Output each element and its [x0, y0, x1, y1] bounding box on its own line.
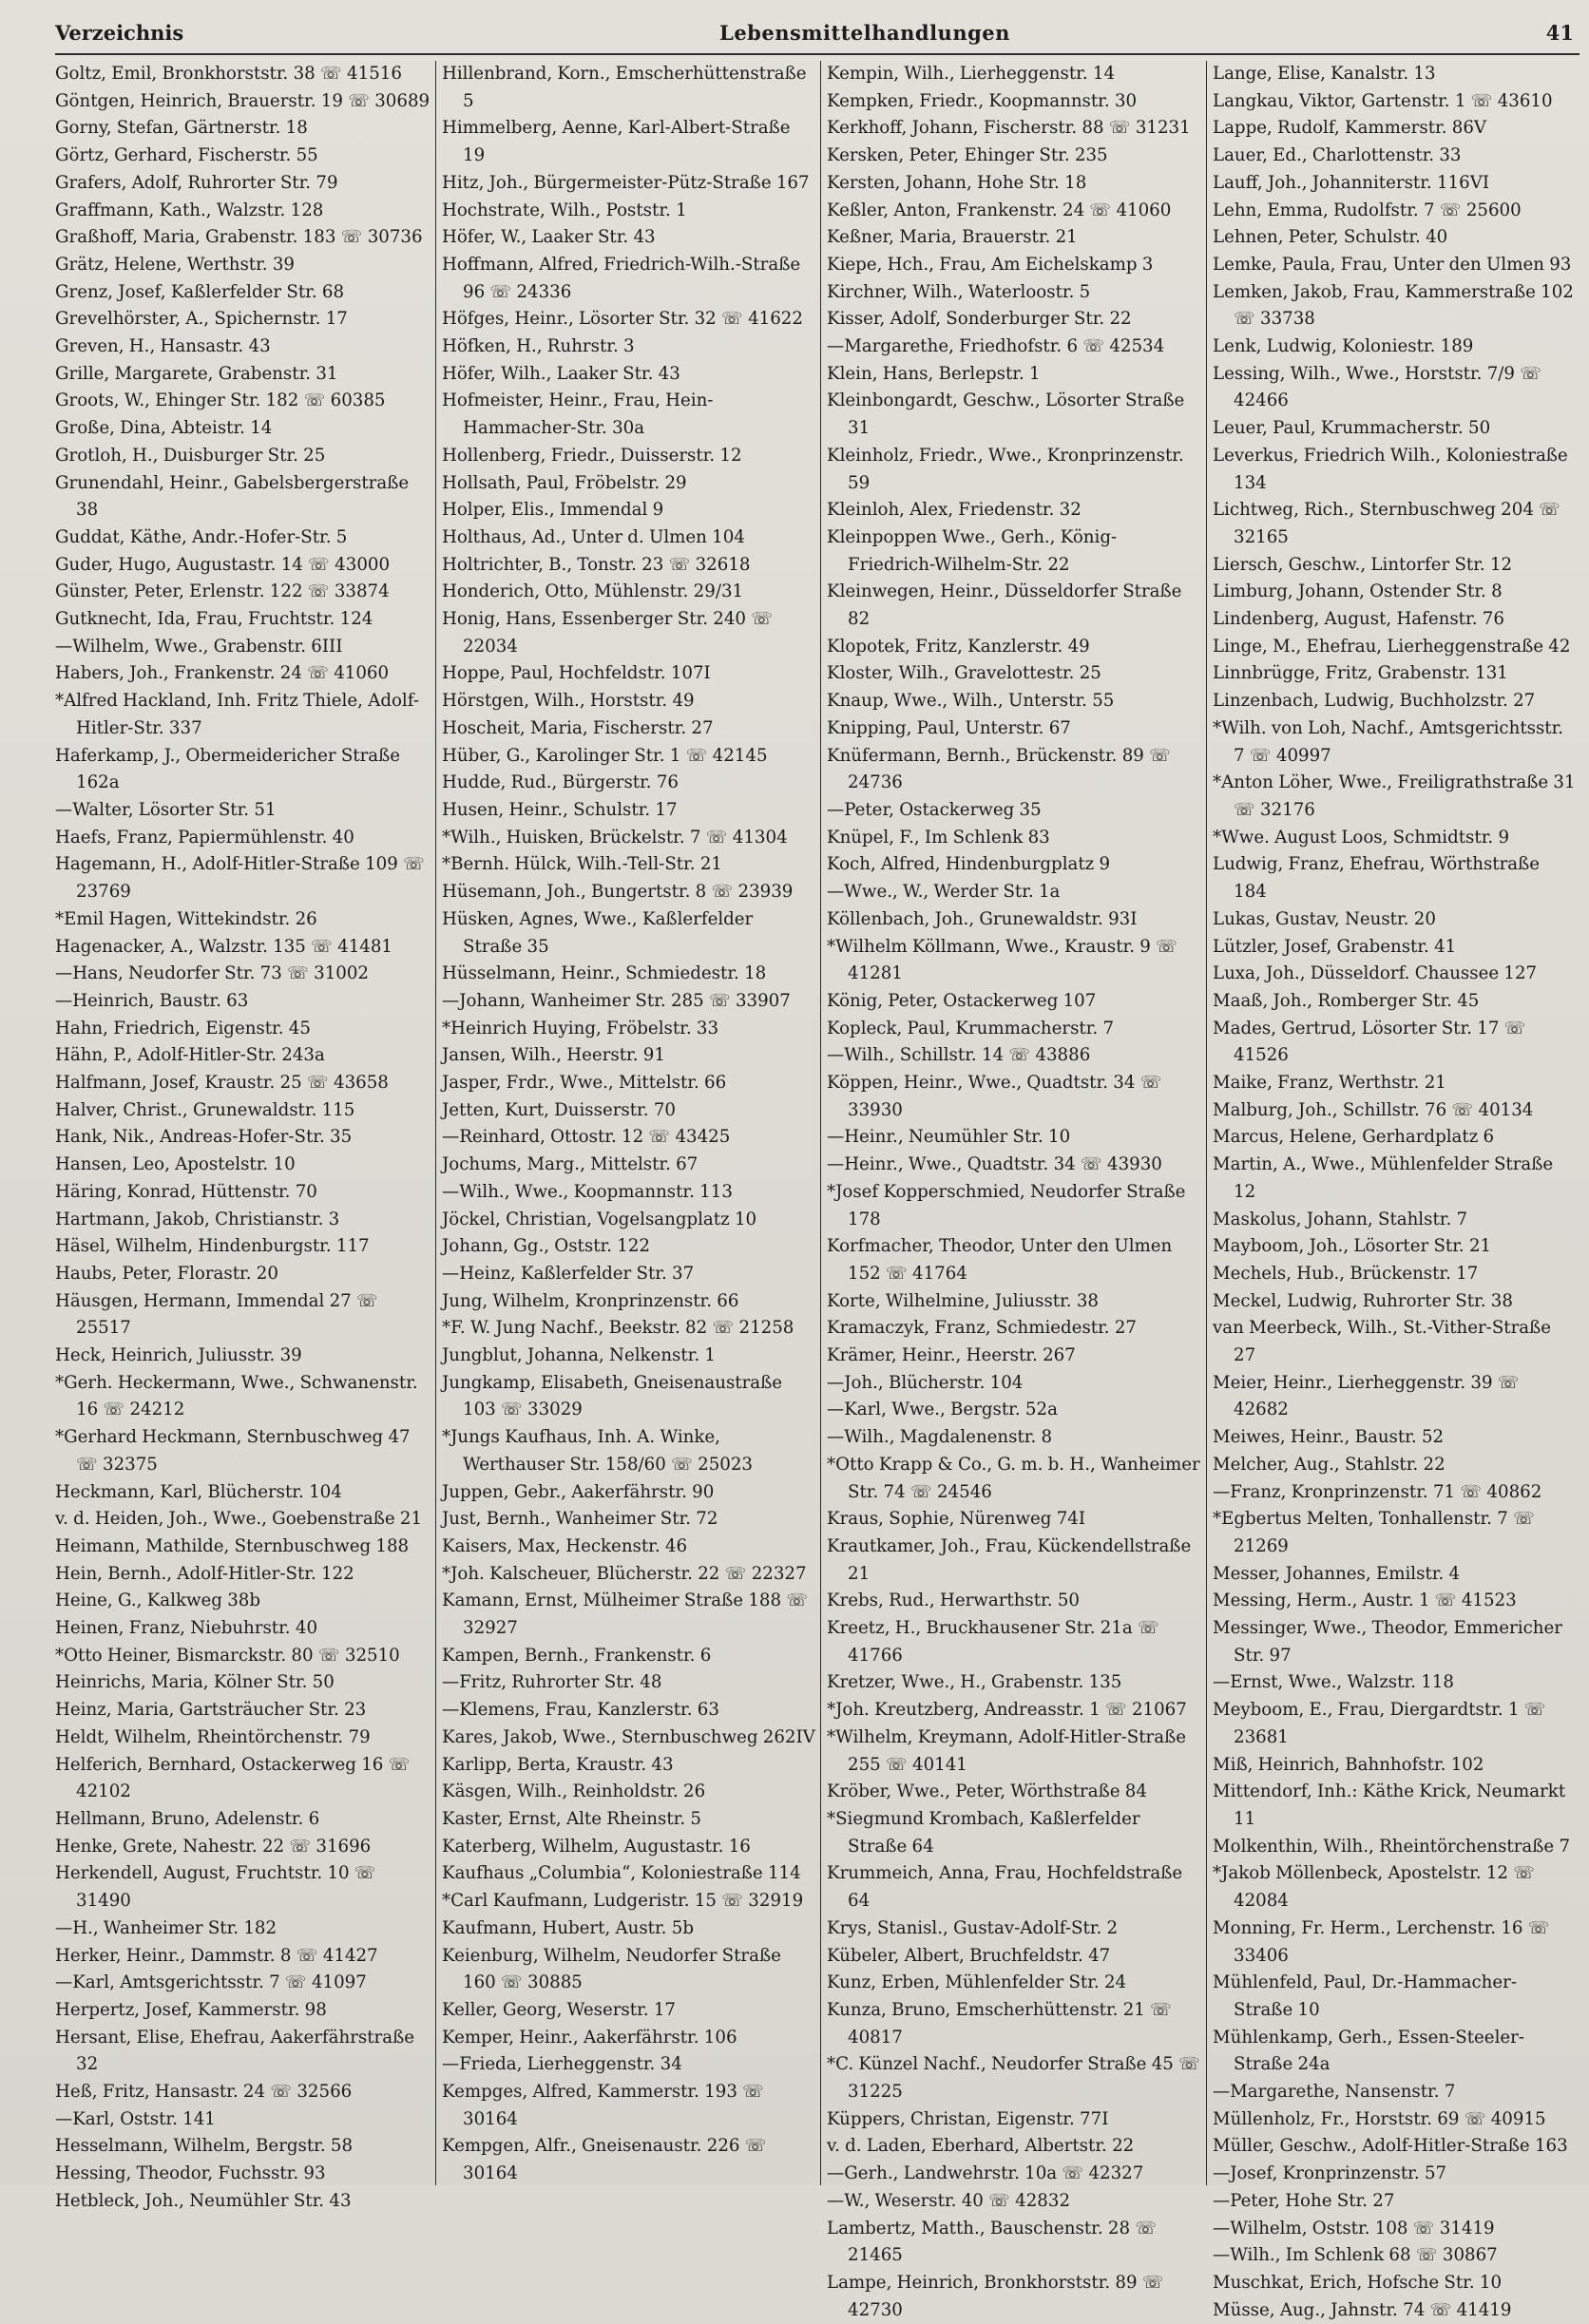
directory-entry: Lauff, Joh., Johanniterstr. 116VI	[1213, 172, 1490, 193]
directory-entry: Kisser, Adolf, Sonderburger Str. 22	[827, 309, 1132, 330]
directory-entry: Lenk, Ludwig, Koloniestr. 189	[1213, 336, 1474, 357]
directory-entry: *Bernh. Hülck, Wilh.-Tell-Str. 21	[442, 854, 722, 875]
directory-entry: —Wilh., Schillstr. 14 ☏ 43886	[827, 1045, 1091, 1066]
directory-entry: —Joh., Blücherstr. 104	[827, 1372, 1024, 1393]
directory-entry: Guddat, Käthe, Andr.-Hofer-Str. 5	[55, 526, 348, 547]
directory-entry: Linzenbach, Ludwig, Buchholzstr. 27	[1213, 691, 1536, 712]
directory-entry: Herker, Heinr., Dammstr. 8 ☏ 41427	[55, 1945, 378, 1966]
directory-entry: Ludwig, Franz, Ehefrau, Wörthstraße 184	[1213, 854, 1541, 903]
directory-entry: Monning, Fr. Herm., Lerchenstr. 16 ☏ 33406	[1213, 1917, 1550, 1966]
directory-entry: Martin, A., Wwe., Mühlenfelder Straße 12	[1213, 1154, 1554, 1202]
directory-entry: Hähn, P., Adolf-Hitler-Str. 243a	[55, 1045, 325, 1066]
directory-entry: Kampen, Bernh., Frankenstr. 6	[442, 1645, 712, 1666]
directory-entry: *Siegmund Krombach, Kaßlerfelder Straße 64	[827, 1809, 1140, 1857]
directory-entry: *Joh. Kalscheuer, Blücherstr. 22 ☏ 22327	[442, 1563, 807, 1584]
directory-entry: —Peter, Hohe Str. 27	[1213, 2190, 1395, 2211]
directory-entry: v. d. Heiden, Joh., Wwe., Goebenstraße 21	[55, 1509, 423, 1530]
directory-entry: Kleinholz, Friedr., Wwe., Kronprinzenstr. 59	[827, 445, 1184, 493]
directory-entry: Höfer, Wilh., Laaker Str. 43	[442, 363, 680, 384]
directory-entry: —Frieda, Lierheggenstr. 34	[442, 2054, 682, 2075]
directory-entry: Lemken, Jakob, Frau, Kammerstraße 102 ☏ 33738	[1213, 281, 1574, 330]
directory-entry: *Anton Löher, Wwe., Freiligrathstraße 31 ☏ 32176	[1213, 772, 1576, 820]
directory-entry: Hetbleck, Joh., Neumühler Str. 43	[55, 2190, 352, 2211]
directory-entry: Kaufmann, Hubert, Austr. 5b	[442, 1917, 694, 1938]
directory-entry: Kleinbongardt, Geschw., Lösorter Straße 31	[827, 391, 1185, 439]
directory-entry: *C. Künzel Nachf., Neudorfer Straße 45 ☏ 31225	[827, 2054, 1200, 2103]
directory-entry: Kempges, Alfred, Kammerstr. 193 ☏ 30164	[442, 2082, 764, 2129]
directory-entry: Mittendorf, Inh.: Käthe Krick, Neumarkt 11	[1213, 1781, 1566, 1829]
directory-entry: Küppers, Christan, Eigenstr. 77I	[827, 2108, 1109, 2129]
page-title: Lebensmittelhandlungen	[719, 21, 1010, 45]
directory-entry: Krämer, Heinr., Heerstr. 267	[827, 1345, 1076, 1366]
directory-entry: Heß, Fritz, Hansastr. 24 ☏ 32566	[55, 2082, 353, 2103]
directory-entry: Hesselmann, Wilhelm, Bergstr. 58	[55, 2136, 354, 2157]
directory-entry: *Wilh., Huisken, Brückelstr. 7 ☏ 41304	[442, 827, 788, 848]
page-number: 41	[1545, 21, 1574, 45]
directory-entry: Kröber, Wwe., Peter, Wörthstraße 84	[827, 1781, 1147, 1802]
directory-entry: Henke, Grete, Nahestr. 22 ☏ 31696	[55, 1836, 372, 1857]
directory-entry: —Wilh., Magdalenenstr. 8	[827, 1427, 1053, 1448]
directory-entry: Jung, Wilhelm, Kronprinzenstr. 66	[442, 1290, 739, 1311]
directory-entry: Luxa, Joh., Düsseldorf. Chaussee 127	[1213, 963, 1538, 984]
directory-entry: Mayboom, Joh., Lösorter Str. 21	[1213, 1236, 1492, 1257]
directory-entry: v. d. Laden, Eberhard, Albertstr. 22	[827, 2136, 1135, 2157]
directory-entry: Hoscheit, Maria, Fischerstr. 27	[442, 717, 714, 738]
directory-entry: Müller, Geschw., Adolf-Hitler-Straße 163	[1213, 2136, 1568, 2157]
directory-entry: Kleinloh, Alex, Friedenstr. 32	[827, 500, 1082, 521]
directory-entry: Kunza, Bruno, Emscherhüttenstr. 21 ☏ 40817	[827, 1999, 1172, 2048]
directory-entry: —Wilh., Im Schlenk 68 ☏ 30867	[1213, 2245, 1498, 2266]
directory-entry: Karlipp, Berta, Kraustr. 43	[442, 1754, 674, 1775]
directory-entry: Kleinpoppen Wwe., Gerh., König-Friedrich-Wilhelm-Str. 22	[827, 526, 1118, 575]
directory-entry: Linnbrügge, Fritz, Grabenstr. 131	[1213, 663, 1508, 684]
directory-entry: Goltz, Emil, Bronkhorststr. 38 ☏ 41516	[55, 64, 402, 84]
directory-entry: Haubs, Peter, Florastr. 20	[55, 1263, 278, 1284]
directory-entry: Hochstrate, Wilh., Poststr. 1	[442, 200, 687, 220]
directory-entry: Jungkamp, Elisabeth, Gneisenaustraße 103 ☏ 33029	[442, 1372, 783, 1420]
directory-entry: Lindenberg, August, Hafenstr. 76	[1213, 609, 1504, 630]
directory-entry: Klein, Hans, Berlepstr. 1	[827, 363, 1041, 384]
directory-entry: Lampe, Heinrich, Bronkhorststr. 89 ☏ 42730	[827, 2272, 1164, 2320]
directory-entry: Messer, Johannes, Emilstr. 4	[1213, 1563, 1461, 1584]
directory-entry: Keller, Georg, Weserstr. 17	[442, 1999, 676, 2020]
directory-entry: *Gerh. Heckermann, Wwe., Schwanenstr. 16 ☏ 24212	[55, 1372, 418, 1420]
directory-entry: Haefs, Franz, Papiermühlenstr. 40	[55, 827, 354, 848]
directory-entry: Messinger, Wwe., Theodor, Emmericher Str. 97	[1213, 1618, 1562, 1666]
directory-entry: Juppen, Gebr., Aakerfährstr. 90	[442, 1481, 715, 1502]
directory-entry: Lambertz, Matth., Bauschenstr. 28 ☏ 21465	[827, 2218, 1158, 2266]
directory-entry: *Joh. Kreutzberg, Andreasstr. 1 ☏ 21067	[827, 1700, 1187, 1721]
directory-entry: —Klemens, Frau, Kanzlerstr. 63	[442, 1700, 719, 1721]
directory-entry: *Wilhelm, Kreymann, Adolf-Hitler-Straße 255 ☏ 40141	[827, 1726, 1186, 1775]
directory-entry: —H., Wanheimer Str. 182	[55, 1917, 278, 1938]
directory-entry: Knaup, Wwe., Wilh., Unterstr. 55	[827, 691, 1115, 712]
directory-entry: Lehnen, Peter, Schulstr. 40	[1213, 227, 1448, 248]
directory-entry: Kretzer, Wwe., H., Grabenstr. 135	[827, 1672, 1122, 1693]
directory-entry: Maskolus, Johann, Stahlstr. 7	[1213, 1209, 1468, 1229]
directory-entry: Müsse, Aug., Jahnstr. 74 ☏ 41419	[1213, 2299, 1512, 2320]
section-label: Verzeichnis	[55, 21, 184, 45]
directory-entry: Gorny, Stefan, Gärtnerstr. 18	[55, 118, 308, 139]
directory-entry: Hitz, Joh., Bürgermeister-Pütz-Straße 167	[442, 172, 810, 193]
directory-entry: Kopleck, Paul, Krummacherstr. 7	[827, 1018, 1115, 1038]
directory-entry: Heinen, Franz, Niebuhrstr. 40	[55, 1618, 318, 1639]
directory-entry: Grevelhörster, A., Spichernstr. 17	[55, 309, 348, 330]
directory-entry: Kreetz, H., Bruckhausener Str. 21a ☏ 41766	[827, 1618, 1159, 1666]
directory-entry: Messing, Herm., Austr. 1 ☏ 41523	[1213, 1591, 1517, 1611]
directory-entry: Hessing, Theodor, Fuchsstr. 93	[55, 2163, 326, 2184]
directory-entry: —Wilh., Wwe., Koopmannstr. 113	[442, 1181, 733, 1202]
directory-columns	[55, 61, 1579, 2320]
directory-entry: Meckel, Ludwig, Ruhrorter Str. 38	[1213, 1290, 1513, 1311]
directory-entry: Hartmann, Jakob, Christianstr. 3	[55, 1209, 340, 1229]
directory-entry: *Wilh. von Loh, Nachf., Amtsgerichtsstr. 7 ☏ 40997	[1213, 717, 1564, 766]
directory-entry: Hagenacker, A., Walzstr. 135 ☏ 41481	[55, 936, 393, 957]
directory-entry: Lützler, Josef, Grabenstr. 41	[1213, 936, 1457, 957]
directory-entry: Koch, Alfred, Hindenburgplatz 9	[827, 854, 1111, 875]
directory-entry: Grunendahl, Heinr., Gabelsbergerstraße 38	[55, 472, 410, 521]
page-header	[55, 21, 1579, 55]
directory-entry: Lemke, Paula, Frau, Unter den Ulmen 93	[1213, 254, 1572, 275]
directory-entry: —Heinr., Wwe., Quadtstr. 34 ☏ 43930	[827, 1154, 1162, 1175]
directory-entry: —Johann, Wanheimer Str. 285 ☏ 33907	[442, 990, 791, 1011]
directory-entry: Leverkus, Friedrich Wilh., Koloniestraße 134	[1213, 445, 1568, 493]
directory-entry: Hoppe, Paul, Hochfeldstr. 107I	[442, 663, 711, 684]
directory-entry: *F. W. Jung Nachf., Beekstr. 82 ☏ 21258	[442, 1318, 794, 1339]
directory-entry: Hillenbrand, Korn., Emscherhüttenstraße 5	[442, 64, 807, 111]
directory-entry: Hörstgen, Wilh., Horststr. 49	[442, 691, 695, 712]
directory-entry: Graffmann, Kath., Walzstr. 128	[55, 200, 324, 220]
directory-entry: Kares, Jakob, Wwe., Sternbuschweg 262IV	[442, 1726, 815, 1747]
directory-entry: Häusgen, Hermann, Immendal 27 ☏ 25517	[55, 1290, 378, 1339]
directory-entry: Kramaczyk, Franz, Schmiedestr. 27	[827, 1318, 1137, 1339]
directory-entry: Hein, Bernh., Adolf-Hitler-Str. 122	[55, 1563, 354, 1584]
directory-entry: Keßler, Anton, Frankenstr. 24 ☏ 41060	[827, 200, 1172, 220]
directory-entry: Holtrichter, B., Tonstr. 23 ☏ 32618	[442, 554, 751, 575]
directory-entry: Lessing, Wilh., Wwe., Horststr. 7/9 ☏ 42466	[1213, 363, 1542, 411]
directory-entry: Herkendell, August, Fruchtstr. 10 ☏ 31490	[55, 1863, 376, 1912]
directory-entry: Krebs, Rud., Herwarthstr. 50	[827, 1591, 1080, 1611]
directory-entry: van Meerbeck, Wilh., St.-Vither-Straße 27	[1213, 1318, 1552, 1366]
directory-entry: Marcus, Helene, Gerhardplatz 6	[1213, 1127, 1495, 1148]
directory-entry: Große, Dina, Abteistr. 14	[55, 418, 273, 439]
directory-entry: Höfges, Heinr., Lösorter Str. 32 ☏ 41622	[442, 309, 803, 330]
directory-entry: Köppen, Heinr., Wwe., Quadtstr. 34 ☏ 33930	[827, 1073, 1162, 1120]
directory-entry: —Heinrich, Baustr. 63	[55, 990, 249, 1011]
directory-entry: Heine, G., Kalkweg 38b	[55, 1591, 261, 1611]
directory-entry: *Gerhard Heckmann, Sternbuschweg 47 ☏ 32375	[55, 1427, 411, 1475]
directory-entry: Kamann, Ernst, Mülheimer Straße 188 ☏ 32927	[442, 1591, 809, 1639]
directory-entry: Kaster, Ernst, Alte Rheinstr. 5	[442, 1809, 701, 1829]
directory-entry: Greven, H., Hansastr. 43	[55, 336, 271, 357]
directory-entry: Hansen, Leo, Apostelstr. 10	[55, 1154, 296, 1175]
directory-entry: —Wwe., W., Werder Str. 1a	[827, 882, 1061, 903]
directory-entry: Hüsken, Agnes, Wwe., Kaßlerfelder Straße 35	[442, 908, 754, 957]
directory-entry: Holthaus, Ad., Unter d. Ulmen 104	[442, 526, 745, 547]
directory-entry: —Gerh., Landwehrstr. 10a ☏ 42327	[827, 2163, 1144, 2184]
directory-entry: Heimann, Mathilde, Sternbuschweg 188	[55, 1535, 410, 1556]
directory-entry: Lauer, Ed., Charlottenstr. 33	[1213, 145, 1462, 166]
directory-entry: Hollsath, Paul, Fröbelstr. 29	[442, 472, 687, 493]
directory-entry: Kaufhaus „Columbia“, Koloniestraße 114	[442, 1863, 801, 1884]
directory-entry: Heinrichs, Maria, Kölner Str. 50	[55, 1672, 335, 1693]
directory-entry: Grille, Margarete, Grabenstr. 31	[55, 363, 338, 384]
directory-entry: Kersten, Johann, Hohe Str. 18	[827, 172, 1087, 193]
directory-entry: Honig, Hans, Essenberger Str. 240 ☏ 22034	[442, 609, 774, 657]
directory-entry: *Carl Kaufmann, Ludgeristr. 15 ☏ 32919	[442, 1891, 804, 1912]
directory-entry: Lukas, Gustav, Neustr. 20	[1213, 908, 1436, 929]
directory-entry: Hüsemann, Joh., Bungertstr. 8 ☏ 23939	[442, 882, 794, 903]
directory-entry: *Jungs Kaufhaus, Inh. A. Winke, Werthauser Str. 158/60 ☏ 25023	[442, 1427, 753, 1475]
directory-entry: Krautkamer, Joh., Frau, Kückendellstraße 21	[827, 1535, 1192, 1584]
directory-entry: Lappe, Rudolf, Kammerstr. 86V	[1213, 118, 1487, 139]
directory-entry: Höfken, H., Ruhrstr. 3	[442, 336, 635, 357]
directory-entry: Lange, Elise, Kanalstr. 13	[1213, 64, 1436, 84]
directory-entry: Krys, Stanisl., Gustav-Adolf-Str. 2	[827, 1917, 1119, 1938]
directory-entry: *Wilhelm Köllmann, Wwe., Kraustr. 9 ☏ 41281	[827, 936, 1177, 984]
directory-entry: Kunz, Erben, Mühlenfelder Str. 24	[827, 1972, 1127, 1993]
directory-entry: Hollenberg, Friedr., Duisserstr. 12	[442, 445, 742, 466]
directory-entry: *Egbertus Melten, Tonhallenstr. 7 ☏ 21269	[1213, 1509, 1535, 1556]
directory-entry: Meyboom, E., Frau, Diergardtstr. 1 ☏ 23681	[1213, 1700, 1546, 1747]
directory-entry: Graßhoff, Maria, Grabenstr. 183 ☏ 30736	[55, 227, 423, 248]
directory-entry: Husen, Heinr., Schulstr. 17	[442, 799, 678, 820]
directory-entry: Jetten, Kurt, Duisserstr. 70	[442, 1099, 676, 1120]
directory-entry: Mechels, Hub., Brückenstr. 17	[1213, 1263, 1479, 1284]
directory-entry: Molkenthin, Wilh., Rheintörchenstraße 7	[1213, 1836, 1571, 1857]
directory-entry: Honderich, Otto, Mühlenstr. 29/31	[442, 581, 744, 602]
directory-entry: Kersken, Peter, Ehinger Str. 235	[827, 145, 1108, 166]
directory-entry: Miß, Heinrich, Bahnhofstr. 102	[1213, 1754, 1484, 1775]
directory-entry: Heck, Heinrich, Juliusstr. 39	[55, 1345, 302, 1366]
directory-column-2	[435, 61, 820, 2185]
directory-entry: —Walter, Lösorter Str. 51	[55, 799, 277, 820]
directory-entry: *Otto Krapp & Co., G. m. b. H., Wanheimer Str. 74 ☏ 24546	[827, 1454, 1200, 1502]
directory-entry: Kleinwegen, Heinr., Düsseldorfer Straße 82	[827, 581, 1182, 630]
directory-entry: Herpertz, Josef, Kammerstr. 98	[55, 1999, 327, 2020]
directory-entry: Kiepe, Hch., Frau, Am Eichelskamp 3	[827, 254, 1154, 275]
directory-entry: Jochums, Marg., Mittelstr. 67	[442, 1154, 699, 1175]
directory-entry: *Jakob Möllenbeck, Apostelstr. 12 ☏ 42084	[1213, 1863, 1535, 1912]
directory-entry: Haferkamp, J., Obermeidericher Straße 162a	[55, 745, 401, 793]
directory-entry: Hofmeister, Heinr., Frau, Hein-Hammacher-Str. 30a	[442, 391, 714, 439]
directory-entry: Meiwes, Heinr., Baustr. 52	[1213, 1427, 1445, 1448]
directory-entry: Linge, M., Ehefrau, Lierheggenstraße 42	[1213, 636, 1571, 657]
directory-entry: —Margarethe, Friedhofstr. 6 ☏ 42534	[827, 336, 1165, 357]
directory-entry: Hoffmann, Alfred, Friedrich-Wilh.-Straße 96 ☏ 24336	[442, 254, 801, 302]
directory-entry: Grenz, Josef, Kaßlerfelder Str. 68	[55, 281, 345, 302]
directory-entry: Melcher, Aug., Stahlstr. 22	[1213, 1454, 1445, 1475]
directory-entry: Habers, Joh., Frankenstr. 24 ☏ 41060	[55, 663, 390, 684]
directory-entry: Käsgen, Wilh., Reinholdstr. 26	[442, 1781, 706, 1802]
directory-entry: Holper, Elis., Immendal 9	[442, 500, 664, 521]
directory-entry: *Heinrich Huying, Fröbelstr. 33	[442, 1018, 719, 1038]
directory-entry: Malburg, Joh., Schillstr. 76 ☏ 40134	[1213, 1099, 1534, 1120]
directory-entry: *Emil Hagen, Wittekindstr. 26	[55, 908, 317, 929]
directory-entry: Jöckel, Christian, Vogelsangplatz 10	[442, 1209, 757, 1229]
directory-entry: Kübeler, Albert, Bruchfeldstr. 47	[827, 1945, 1111, 1966]
directory-entry: Heckmann, Karl, Blücherstr. 104	[55, 1481, 342, 1502]
directory-entry: Jungblut, Johanna, Nelkenstr. 1	[442, 1345, 716, 1366]
directory-entry: Häsel, Wilhelm, Hindenburgstr. 117	[55, 1236, 370, 1257]
directory-entry: Jasper, Frdr., Wwe., Mittelstr. 66	[442, 1073, 727, 1094]
directory-entry: Mades, Gertrud, Lösorter Str. 17 ☏ 41526	[1213, 1018, 1526, 1066]
directory-entry: Halfmann, Josef, Kraustr. 25 ☏ 43658	[55, 1073, 389, 1094]
directory-entry: Grafers, Adolf, Ruhrorter Str. 79	[55, 172, 338, 193]
directory-entry: —Heinr., Neumühler Str. 10	[827, 1127, 1071, 1148]
directory-entry: Klopotek, Fritz, Kanzlerstr. 49	[827, 636, 1090, 657]
directory-entry: Hüber, G., Karolinger Str. 1 ☏ 42145	[442, 745, 768, 766]
directory-entry: —Wilhelm, Wwe., Grabenstr. 6III	[55, 636, 343, 657]
directory-entry: Hank, Nik., Andreas-Hofer-Str. 35	[55, 1127, 353, 1148]
directory-entry: Kempken, Friedr., Koopmannstr. 30	[827, 90, 1138, 111]
directory-entry: Himmelberg, Aenne, Karl-Albert-Straße 19	[442, 118, 791, 166]
directory-entry: Gutknecht, Ida, Frau, Fruchtstr. 124	[55, 609, 373, 630]
directory-entry: Kempin, Wilh., Lierheggenstr. 14	[827, 64, 1116, 84]
directory-column-4	[1206, 61, 1579, 2320]
directory-entry: Kerkhoff, Johann, Fischerstr. 88 ☏ 31231	[827, 118, 1191, 139]
directory-entry: Hagemann, H., Adolf-Hitler-Straße 109 ☏ 23769	[55, 854, 425, 903]
directory-entry: Kemper, Heinr., Aakerfährstr. 106	[442, 2027, 737, 2048]
directory-entry: Günster, Peter, Erlenstr. 122 ☏ 33874	[55, 581, 390, 602]
directory-entry: Mühlenfeld, Paul, Dr.-Hammacher-Straße 10	[1213, 1972, 1517, 2020]
directory-entry: Görtz, Gerhard, Fischerstr. 55	[55, 145, 318, 166]
directory-entry: *Wwe. August Loos, Schmidtstr. 9	[1213, 827, 1510, 848]
directory-entry: Maaß, Joh., Romberger Str. 45	[1213, 990, 1480, 1011]
directory-entry: Hudde, Rud., Bürgerstr. 76	[442, 772, 679, 793]
directory-entry: Muschkat, Erich, Hofsche Str. 10	[1213, 2272, 1503, 2293]
directory-entry: Leuer, Paul, Krummacherstr. 50	[1213, 418, 1491, 439]
directory-entry: Keienburg, Wilhelm, Neudorfer Straße 160 ☏ 30885	[442, 1945, 781, 1993]
directory-entry: —Franz, Kronprinzenstr. 71 ☏ 40862	[1213, 1481, 1542, 1502]
directory-entry: Häring, Konrad, Hüttenstr. 70	[55, 1181, 317, 1202]
directory-entry: Kempgen, Alfr., Gneisenaustr. 226 ☏ 30164	[442, 2136, 767, 2184]
directory-entry: Meier, Heinr., Lierheggenstr. 39 ☏ 42682	[1213, 1372, 1520, 1420]
directory-entry: Mühlenkamp, Gerh., Essen-Steeler-Straße 24a	[1213, 2027, 1524, 2075]
directory-entry: Lehn, Emma, Rudolfstr. 7 ☏ 25600	[1213, 200, 1522, 220]
directory-entry: —Peter, Ostackerweg 35	[827, 799, 1042, 820]
directory-entry: Kraus, Sophie, Nürenweg 74I	[827, 1509, 1086, 1530]
directory-entry: —Karl, Amtsgerichtsstr. 7 ☏ 41097	[55, 1972, 367, 1993]
directory-entry: Maike, Franz, Werthstr. 21	[1213, 1073, 1446, 1094]
directory-entry: Johann, Gg., Oststr. 122	[442, 1236, 650, 1257]
directory-entry: Krummeich, Anna, Frau, Hochfeldstraße 64	[827, 1863, 1183, 1912]
directory-entry: Höfer, W., Laaker Str. 43	[442, 227, 656, 248]
directory-entry: —Karl, Wwe., Bergstr. 52a	[827, 1400, 1058, 1420]
directory-entry: —Josef, Kronprinzenstr. 57	[1213, 2163, 1447, 2184]
directory-entry: —Fritz, Ruhrorter Str. 48	[442, 1672, 662, 1693]
directory-entry: Halver, Christ., Grunewaldstr. 115	[55, 1099, 355, 1120]
directory-entry: Langkau, Viktor, Gartenstr. 1 ☏ 43610	[1213, 90, 1553, 111]
directory-entry: —Wilhelm, Oststr. 108 ☏ 31419	[1213, 2218, 1495, 2238]
directory-entry: Knüpel, F., Im Schlenk 83	[827, 827, 1050, 848]
directory-entry: Groots, W., Ehinger Str. 182 ☏ 60385	[55, 391, 386, 411]
directory-entry: Jansen, Wilh., Heerstr. 91	[442, 1045, 665, 1066]
directory-entry: Hersant, Elise, Ehefrau, Aakerfährstraße 32	[55, 2027, 414, 2075]
directory-entry: Korte, Wilhelmine, Juliusstr. 38	[827, 1290, 1100, 1311]
directory-entry: Katerberg, Wilhelm, Augustastr. 16	[442, 1836, 751, 1857]
directory-entry: —Karl, Oststr. 141	[55, 2108, 216, 2129]
directory-entry: Kirchner, Wilh., Waterloostr. 5	[827, 281, 1091, 302]
directory-entry: Knüfermann, Bernh., Brückenstr. 89 ☏ 24736	[827, 745, 1171, 793]
directory-entry: König, Peter, Ostackerweg 107	[827, 990, 1097, 1011]
directory-entry: Helferich, Bernhard, Ostackerweg 16 ☏ 42102	[55, 1754, 411, 1802]
directory-entry: Grotloh, H., Duisburger Str. 25	[55, 445, 326, 466]
directory-entry: Heldt, Wilhelm, Rheintörchenstr. 79	[55, 1726, 371, 1747]
directory-entry: Just, Bernh., Wanheimer Str. 72	[442, 1509, 718, 1530]
directory-column-1	[55, 61, 435, 2211]
directory-entry: *Josef Kopperschmied, Neudorfer Straße 178	[827, 1181, 1186, 1229]
directory-column-3	[820, 61, 1206, 2320]
directory-entry: Göntgen, Heinrich, Brauerstr. 19 ☏ 30689	[55, 90, 431, 111]
directory-entry: Kaisers, Max, Heckenstr. 46	[442, 1535, 688, 1556]
directory-entry: Hellmann, Bruno, Adelenstr. 6	[55, 1809, 320, 1829]
directory-entry: —Reinhard, Ottostr. 12 ☏ 43425	[442, 1127, 731, 1148]
directory-entry: Hüsselmann, Heinr., Schmiedestr. 18	[442, 963, 767, 984]
directory-entry: Knipping, Paul, Unterstr. 67	[827, 717, 1071, 738]
directory-entry: Keßner, Maria, Brauerstr. 21	[827, 227, 1078, 248]
directory-entry: Guder, Hugo, Augustastr. 14 ☏ 43000	[55, 554, 391, 575]
directory-entry: —W., Weserstr. 40 ☏ 42832	[827, 2190, 1071, 2211]
directory-entry: Limburg, Johann, Ostender Str. 8	[1213, 581, 1503, 602]
directory-entry: Lichtweg, Rich., Sternbuschweg 204 ☏ 32165	[1213, 500, 1560, 547]
directory-entry: Korfmacher, Theodor, Unter den Ulmen 152 ☏ 41764	[827, 1236, 1173, 1284]
directory-entry: Heinz, Maria, Gartsträucher Str. 23	[55, 1700, 367, 1721]
directory-entry: Kloster, Wilh., Gravelottestr. 25	[827, 663, 1101, 684]
directory-entry: *Alfred Hackland, Inh. Fritz Thiele, Adolf-Hitler-Str. 337	[55, 691, 419, 738]
directory-entry: —Margarethe, Nansenstr. 7	[1213, 2082, 1456, 2103]
directory-entry: Grätz, Helene, Werthstr. 39	[55, 254, 295, 275]
directory-entry: Müllenholz, Fr., Horststr. 69 ☏ 40915	[1213, 2108, 1546, 2129]
directory-entry: *Otto Heiner, Bismarckstr. 80 ☏ 32510	[55, 1645, 400, 1666]
directory-entry: —Hans, Neudorfer Str. 73 ☏ 31002	[55, 963, 369, 984]
directory-entry: Hahn, Friedrich, Eigenstr. 45	[55, 1018, 311, 1038]
directory-entry: —Ernst, Wwe., Walzstr. 118	[1213, 1672, 1454, 1693]
directory-entry: Liersch, Geschw., Lintorfer Str. 12	[1213, 554, 1513, 575]
directory-entry: —Heinz, Kaßlerfelder Str. 37	[442, 1263, 695, 1284]
directory-entry: Köllenbach, Joh., Grunewaldstr. 93I	[827, 908, 1138, 929]
